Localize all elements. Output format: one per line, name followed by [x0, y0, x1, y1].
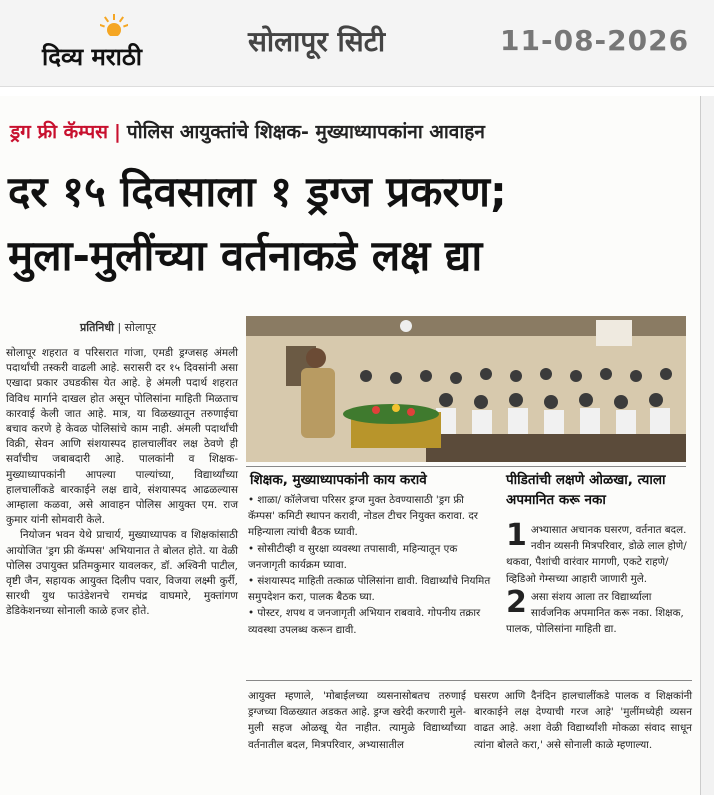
byline-place: सोलापूर [124, 321, 156, 334]
article-photo [246, 316, 686, 462]
body-paragraph: सोलापूर शहरात व परिसरात गांजा, एमडी ड्रग्जसह अंमली पदार्थांची तस्करी वाढली आहे. सरासरी दर १५ दिवसांनी असा एखादा प्रकार उघडकीस येत आहे. हे अंमली पदार्थ शहरात विविध मार्गाने दाखल होत असून पोलिसांना माहिती मिळताच कारवाई केली जात आहे. मात्र, या विळख्यातून तरुणाईचा बचाव करणे हे केवळ पोलिसांचे काम नाही. अंमली पदार्थांची विक्री, सेवन आणि संशयास्पद हालचालींवर लक्ष ठेवणे ही सर्वांचीच जबाबदारी आहे. पालकांनी व शिक्षक- मुख्याध्यापकांनी आपल्या पाल्यांच्या, विद्यार्थ्यांच्या हालचालींकडे बारकाईने लक्ष द्यावे, संशयास्पद आढळल्यास आम्हाला कळवा, असे आवाहन पोलिस आयुक्त एम. राज कुमार यांनी सोमवारी केले. [6, 347, 238, 527]
box2-item-text: अभ्यासात अचानक घसरण, वर्तनात बदल. नवीन व्यसनी मित्रपरिवार, डोळे लाल होणे/थकवा, पैशांची वारंवार मागणी, एकटे राहणे/ व्हिडिओ गेम्सच्या आहारी जाणारी मुले. [506, 524, 687, 585]
box1-list [248, 492, 494, 638]
headline-line-2: मुला-मुलींच्या वर्तनाकडे लक्ष द्या [8, 231, 483, 280]
article-body-column-3: घसरण आणि दैनंदिन हालचालींकडे पालक व शिक्षकांनी बारकाईने लक्ष देण्याची गरज आहे' 'मुलींमध्येही व्यसन वाढत आहे. अशा वेळी विद्यार्थ्यांशी मोकळा संवाद साधून त्यांना बोलते करा,' असे सोनाली काळे म्हणाल्या. [474, 690, 692, 751]
kicker-campaign: ड्रग फ्री कॅम्पस [10, 121, 108, 143]
byline-name: प्रतिनिधी [80, 321, 114, 334]
edition-date: 11-08-2026 [500, 24, 690, 57]
article-body-column-1 [6, 346, 238, 620]
kicker-separator: | [113, 121, 121, 143]
body-paragraph: नियोजन भवन येथे प्राचार्य, मुख्याध्यापक व शिक्षकांसाठी आयोजित 'ड्रग फ्री कॅम्पस' अभियानात ते बोलत होते. या वेळी पोलिस उपायुक्त प्रतिमकुमार यावलकर, डॉ. अश्विनी पाटील, वृष्टी जैन, सहायक आयुक्त दिलीप पवार, विजया लक्ष्मी कुर्री, सारथी युथ फाउंडेशनचे रामचंद्र वाघमारे, मुक्तांगण डेडिकेशनच्या सोनाली काळे हजर होते. [6, 529, 238, 618]
box2-item [506, 522, 692, 587]
byline: प्रतिनिधी | सोलापूर [80, 321, 156, 334]
divya-marathi-logo[interactable] [42, 14, 192, 78]
adjacent-page-edge [700, 96, 714, 795]
box1-title: शिक्षक, मुख्याध्यापकांनी काय करावे [250, 472, 427, 488]
box1-item: • पोस्टर, शपथ व जनजागृती अभियान राबवावे. गोपनीय तक्रार व्यवस्था उपलब्ध करून द्यावी. [248, 607, 481, 636]
logo-text: दिव्य मराठी [42, 43, 142, 71]
sun-logo-icon [100, 14, 128, 36]
headline-line-1: दर १५ दिवसाला १ ड्रग्ज प्रकरण; [8, 167, 507, 216]
article-headline [8, 160, 698, 288]
box2-title: पीडितांची लक्षणे ओळखा, त्याला अपमानित करू नका [506, 472, 666, 508]
kicker-subtitle: पोलिस आयुक्तांचे शिक्षक- मुख्याध्यापकांना आवाहन [126, 121, 485, 143]
box2-item-text: असा संशय आला तर विद्यार्थ्याला सार्वजनिक अपमानित करू नका. शिक्षक, पालक, पोलिसांना माहिती द्या. [506, 590, 684, 636]
box2-item [506, 589, 692, 638]
box1-item: • संशयास्पद माहिती तत्काळ पोलिसांना द्यावी. विद्यार्थ्यांचे नियमित समुपदेशन करा, पालक बैठक घ्या. [248, 575, 491, 604]
box2-item-number: 2 [506, 588, 527, 620]
bottom-divider [246, 680, 692, 681]
box2-item-number: 1 [506, 522, 527, 553]
article-kicker [10, 118, 485, 144]
box1-item: • सोसीटीव्ही व सुरक्षा व्यवस्था तपासावी, महिन्यातून एक जनजागृती कार्यक्रम घ्यावा. [248, 542, 458, 571]
edition-city: सोलापूर सिटी [248, 25, 386, 58]
box-divider [246, 466, 686, 467]
box2-list [506, 522, 692, 637]
seminar-photo-illustration [246, 316, 686, 462]
article-body-column-2: आयुक्त म्हणाले, 'मोबाईलच्या व्यसनासोबतच तरुणाई ड्रग्जच्या विळख्यात अडकत आहे. ड्रग्ज खरेदी करणारी मुले- मुली सहज ओळखू येत नाहीत. त्यामुळे विद्यार्थ्यांच्या वर्तनातील बदल, मित्रपरिवार, अभ्यासातील [248, 690, 466, 751]
box1-item: • शाळा/ कॉलेजचा परिसर ड्रग्ज मुक्त ठेवण्यासाठी 'ड्रग फ्री कॅम्पस' कमिटी स्थापन करावी, नोडल टीचर नियुक्त करावा. दर महिन्याला त्यांची बैठक घ्यावी. [248, 494, 479, 539]
page-header [0, 0, 714, 87]
